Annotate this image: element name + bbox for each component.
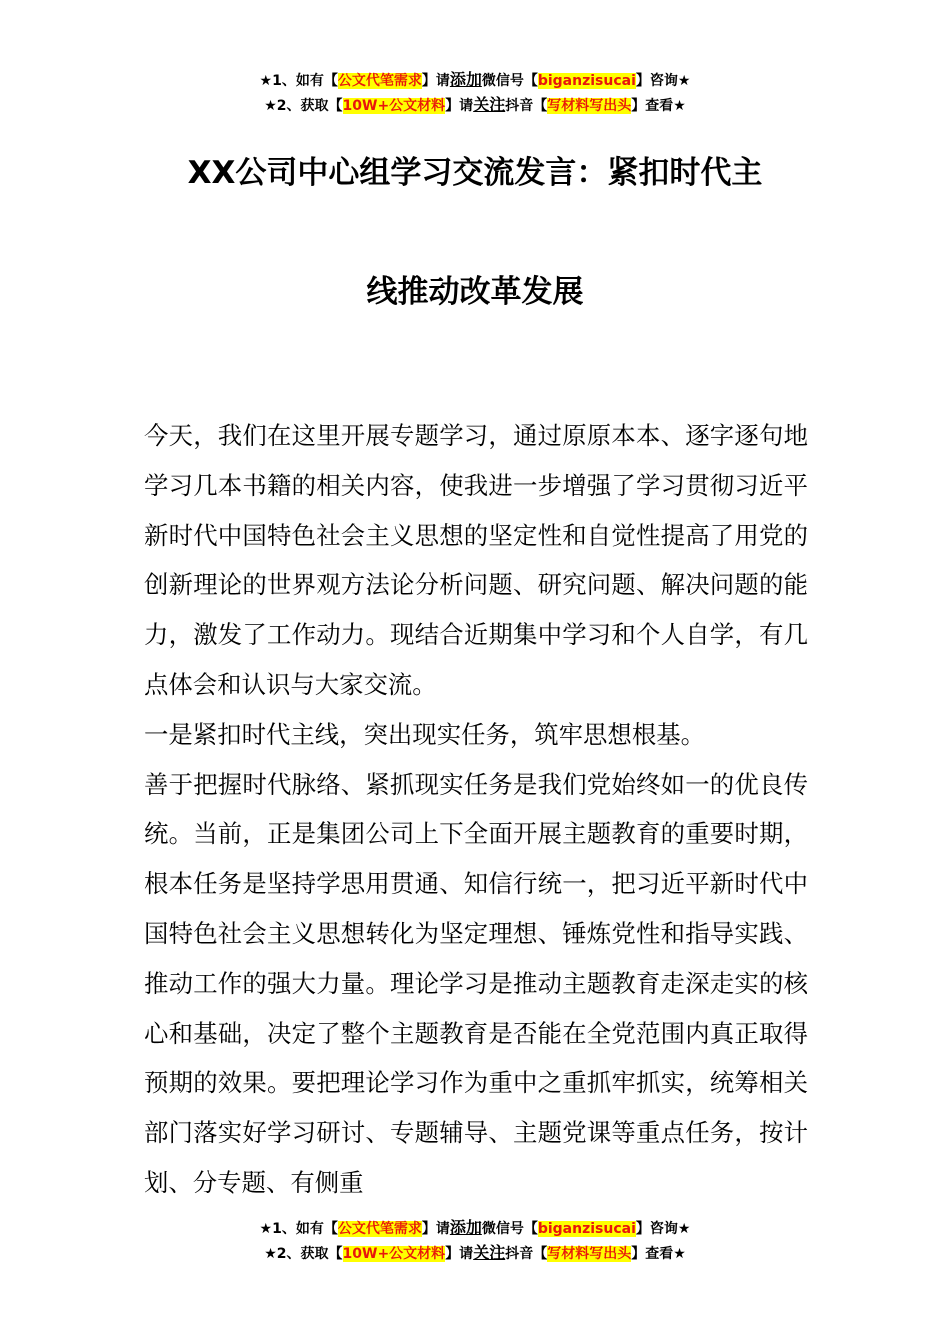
banner-highlight-douyin: 写材料写出头 [547,1246,632,1262]
banner-underline-follow: 关注 [473,95,506,114]
banner-highlight-service: 公文代笔需求 [337,1221,422,1237]
banner-highlight-wechat-id: biganzisucai [537,73,636,89]
banner-underline-follow: 关注 [473,1243,506,1262]
banner-highlight-materials: 10W+公文材料 [342,98,446,114]
paragraph-intro: 今天，我们在这里开展专题学习，通过原原本本、逐字逐句地学习几本书籍的相关内容，使我进一步增强了学习贯彻习近平新时代中国特色社会主义思想的坚定性和自觉性提高了用党的创新理论的世界观方法论分析问题、研究问题、解决问题的能力，激发了工作动力。现结合近期集中学习和个人自学，有几点体会和认识与大家交流。 [144,421,808,699]
banner-text: 】查看★ [631,98,686,114]
banner-text: 】请 [421,73,450,89]
banner-line-1 [0,68,950,93]
banner-text: 】咨询★ [635,73,691,89]
footer-banner [0,1216,950,1266]
banner-line-2 [0,93,950,118]
banner-text: 】请 [445,98,474,114]
page-title-line-1: XX公司中心组学习交流发言：紧扣时代主 [187,155,763,191]
banner-text: 】查看★ [631,1246,686,1262]
page-title-line-2: 线推动改革发展 [366,274,584,310]
banner-text: 抖音【 [505,98,548,114]
banner-text: 微信号【 [481,1221,538,1237]
document-body [144,411,808,1208]
banner-text: 微信号【 [481,73,538,89]
banner-highlight-materials: 10W+公文材料 [342,1246,446,1262]
banner-text: ★2、获取【 [264,1246,343,1262]
paragraph-heading-1: 一是紧扣时代主线，突出现实任务，筑牢思想根基。 [144,719,705,749]
banner-text: 抖音【 [505,1246,548,1262]
paragraph-body-1: 善于把握时代脉络、紧抓现实任务是我们党始终如一的优良传统。当前，正是集团公司上下全面开展主题教育的重要时期，根本任务是坚持学思用贯通、知信行统一，把习近平新时代中国特色社会主义思想转化为坚定理想、锤炼党性和指导实践、推动工作的强大力量。理论学习是推动主题教育走深走实的核心和基础，决定了整个主题教育是否能在全党范围内真正取得预期的效果。要把理论学习作为重中之重抓牢抓实，统筹相关部门落实好学习研讨、专题辅导、主题党课等重点任务，按计划、分专题、有侧重 [144,769,808,1197]
banner-text: ★2、获取【 [264,98,343,114]
banner-text: 】咨询★ [635,1221,691,1237]
banner-line-2 [0,1241,950,1266]
banner-text: ★1、如有【 [259,1221,338,1237]
banner-text: 】请 [445,1246,474,1262]
banner-highlight-service: 公文代笔需求 [337,73,422,89]
banner-highlight-wechat-id: biganzisucai [537,1221,636,1237]
banner-highlight-douyin: 写材料写出头 [547,98,632,114]
banner-line-1 [0,1216,950,1241]
header-banner [0,68,950,118]
banner-text: ★1、如有【 [259,73,338,89]
banner-text: 】请 [421,1221,450,1237]
banner-underline-add: 添加 [449,1218,482,1237]
banner-underline-add: 添加 [449,70,482,89]
